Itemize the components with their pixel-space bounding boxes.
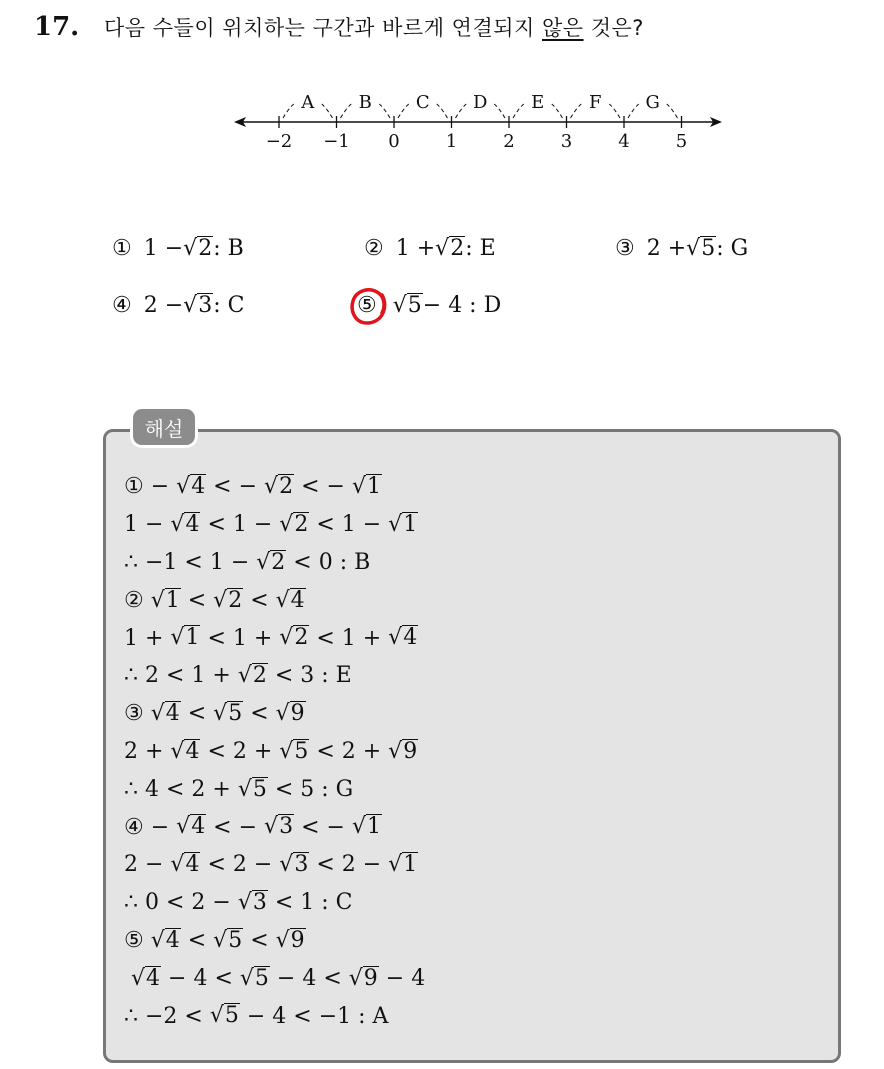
radical-sign: √ [176, 474, 191, 500]
interval-arc-right [667, 104, 678, 118]
choice-expression-suffix: : B [213, 236, 244, 262]
solution-line [124, 884, 425, 922]
solution-line [124, 619, 425, 657]
radical-sign: √ [279, 852, 294, 878]
radicand: 4 [146, 965, 161, 991]
solution-square-root [213, 588, 243, 613]
solution-text: < − [206, 814, 265, 840]
solution-line [124, 695, 425, 733]
radicand: 1 [366, 474, 381, 500]
solution-text: < 2 + [200, 738, 280, 764]
radical-sign: √ [237, 890, 252, 916]
interval-arc-right [552, 104, 563, 118]
question-text-underlined: 않은 [541, 16, 584, 40]
solution-text: < − [294, 814, 352, 840]
solution-square-root [388, 852, 418, 877]
solution-text: < 1 − [309, 512, 389, 538]
interval-arc-left [513, 104, 524, 118]
choice-expression-prefix: 2 + [646, 236, 687, 262]
question-text-before: 다음 수들이 위치하는 구간과 바르게 연결되지 [104, 16, 542, 40]
radicand: 4 [185, 852, 200, 878]
solution-square-root [170, 512, 200, 537]
solution-text: − 4 < −1 : A [239, 1003, 389, 1029]
radical-sign: √ [351, 474, 366, 500]
radical-sign: √ [237, 663, 252, 689]
solution-text: ∴ −1 < 1 − [124, 549, 257, 575]
radical-sign: √ [392, 293, 407, 318]
solution-square-root [279, 852, 309, 877]
interval-arc-right [379, 104, 390, 118]
choice-expression-suffix: : E [465, 236, 496, 262]
solution-text: ② [124, 587, 151, 613]
radical-sign: √ [388, 852, 403, 878]
radicand: 9 [363, 965, 378, 991]
interval-label: G [645, 92, 660, 113]
solution-text: ∴ 4 < 2 + [124, 776, 238, 802]
solution-square-root [170, 852, 200, 877]
solution-text: < 5 : G [267, 776, 354, 802]
radical-sign: √ [170, 625, 185, 651]
radical-sign: √ [275, 927, 290, 953]
radicand: 9 [290, 701, 305, 727]
radicand: 2 [450, 236, 465, 261]
solution-text: 1 + [124, 625, 171, 651]
solution-square-root [352, 474, 382, 499]
solution-text: < [243, 587, 276, 613]
radical-sign: √ [279, 512, 294, 538]
interval-arc-left [283, 104, 294, 118]
radicand: 3 [279, 814, 294, 840]
radicand: 3 [198, 293, 213, 318]
radicand: 1 [165, 587, 180, 613]
tick-label: 0 [388, 131, 400, 152]
choice-2[interactable] [364, 236, 496, 261]
tick-label: 5 [675, 131, 688, 152]
solution-line [124, 770, 425, 808]
radical-sign: √ [256, 549, 271, 575]
solution-text: < 1 − [200, 512, 280, 538]
radicand: 1 [366, 814, 381, 840]
choice-4[interactable] [112, 293, 244, 318]
radical-sign: √ [388, 625, 403, 651]
solution-text: < [243, 927, 276, 953]
radicand: 4 [191, 474, 206, 500]
radicand: 3 [294, 852, 309, 878]
radical-sign: √ [237, 776, 252, 802]
interval-arc-right [437, 104, 448, 118]
solution-square-root [213, 928, 243, 953]
radicand: 2 [294, 512, 309, 538]
interval-arc-right [494, 104, 505, 118]
choice-expression-prefix: 1 + [395, 236, 436, 262]
interval-arc-left [456, 104, 467, 118]
solution-text: ① − [124, 474, 177, 500]
solution-square-root [264, 474, 294, 499]
radicand: 5 [294, 738, 309, 764]
solution-text: ∴ 2 < 1 + [124, 663, 238, 689]
solution-square-root [151, 928, 181, 953]
solution-text: < − [206, 474, 265, 500]
radicand: 2 [198, 236, 213, 261]
tick-label: 1 [445, 131, 458, 152]
radicand: 2 [228, 587, 243, 613]
radicand: 5 [224, 1003, 239, 1029]
radicand: 5 [407, 293, 422, 318]
radical-sign: √ [150, 701, 165, 727]
solution-text: < − [294, 474, 352, 500]
solution-text: − 4 < [161, 965, 240, 991]
solution-square-root [256, 550, 286, 575]
number-line-diagram [230, 82, 730, 154]
radicand: 9 [290, 927, 305, 953]
solution-square-root [279, 625, 309, 650]
solution-square-root [131, 966, 161, 991]
solution-square-root [176, 474, 206, 499]
answer-circle-mark [346, 283, 392, 329]
choice-expression-suffix: : G [716, 236, 749, 262]
interval-label: B [358, 92, 372, 113]
radicand: 4 [185, 512, 200, 538]
solution-square-root [151, 588, 181, 613]
radical-sign: √ [213, 587, 228, 613]
choice-5[interactable] [357, 293, 501, 318]
choice-square-root [393, 293, 423, 318]
interval-arc-left [341, 104, 352, 118]
solution-line [124, 657, 425, 695]
tick-label: 3 [560, 131, 573, 152]
choice-number: ② [364, 236, 384, 262]
tick-label: 2 [503, 131, 515, 152]
solution-text: 2 + [124, 738, 171, 764]
solution-square-root [170, 625, 200, 650]
solution-text: ⑤ [124, 927, 151, 953]
solution-line [124, 581, 425, 619]
radical-sign: √ [150, 587, 165, 613]
radicand: 4 [191, 814, 206, 840]
solution-square-root [264, 814, 294, 839]
solution-text: < [180, 927, 214, 953]
solution-text [124, 966, 131, 991]
solution-text: < 1 + [309, 625, 389, 651]
solution-text: ④ − [124, 814, 177, 840]
tick-label: −2 [265, 131, 293, 152]
solution-square-root [210, 1003, 240, 1028]
solution-text: − 4 [378, 965, 426, 991]
choice-expression-prefix: 2 − [143, 293, 184, 319]
solution-text: < 2 − [309, 852, 389, 878]
radicand: 4 [185, 738, 200, 764]
radical-sign: √ [150, 927, 165, 953]
solution-square-root [279, 512, 309, 537]
radical-sign: √ [170, 512, 185, 538]
solution-square-root [352, 814, 382, 839]
solution-square-root [170, 739, 200, 764]
solution-square-root [388, 512, 418, 537]
radicand: 5 [701, 236, 716, 261]
solution-text: 2 − [124, 852, 171, 878]
interval-label: C [415, 92, 430, 113]
radical-sign: √ [213, 701, 228, 727]
solution-text: ∴ 0 < 2 − [124, 890, 238, 916]
choice-square-root [183, 293, 213, 318]
radical-sign: √ [209, 1003, 224, 1029]
radicand: 4 [403, 625, 418, 651]
solution-square-root [388, 739, 418, 764]
interval-arc-left [571, 104, 582, 118]
solution-square-root [349, 966, 379, 991]
radical-sign: √ [275, 701, 290, 727]
radical-sign: √ [176, 814, 191, 840]
interval-label: E [531, 92, 545, 113]
solution-square-root [238, 663, 268, 688]
solution-text: < [180, 701, 214, 727]
choice-expression-suffix: : C [213, 293, 245, 319]
radicand: 3 [252, 890, 267, 916]
solution-square-root [151, 701, 181, 726]
solution-text: < [243, 701, 276, 727]
solution-square-root [240, 966, 270, 991]
question-text [104, 12, 644, 42]
solution-square-root [276, 928, 306, 953]
radical-sign: √ [213, 927, 228, 953]
radical-sign: √ [275, 587, 290, 613]
radical-sign: √ [264, 814, 279, 840]
solution-line [124, 468, 425, 506]
radicand: 5 [254, 965, 269, 991]
solution-line [124, 997, 425, 1035]
radical-sign: √ [686, 236, 701, 261]
solution-text: < 0 : B [286, 549, 371, 575]
solution-square-root [176, 814, 206, 839]
solution-line [124, 506, 425, 544]
radicand: 2 [294, 625, 309, 651]
interval-arc-left [398, 104, 409, 118]
solution-square-root [279, 739, 309, 764]
radicand: 4 [290, 587, 305, 613]
solution-square-root [238, 890, 268, 915]
radical-sign: √ [435, 236, 450, 261]
radical-sign: √ [183, 293, 198, 318]
radical-sign: √ [131, 965, 146, 991]
radicand: 1 [403, 512, 418, 538]
interval-label: A [301, 92, 315, 113]
choice-square-root [435, 236, 465, 261]
solution-lines [124, 468, 425, 1035]
radicand: 2 [279, 474, 294, 500]
radicand: 5 [228, 927, 243, 953]
radical-sign: √ [351, 814, 366, 840]
radicand: 1 [185, 625, 200, 651]
radicand: 2 [252, 663, 267, 689]
solution-text: < 1 + [200, 625, 280, 651]
solution-line [124, 922, 425, 960]
choice-number: ③ [615, 236, 635, 262]
radical-sign: √ [183, 236, 198, 261]
interval-arc-right [609, 104, 620, 118]
solution-text: < 2 − [200, 852, 280, 878]
solution-square-root [213, 701, 243, 726]
solution-line [124, 733, 425, 771]
question-text-after: 것은? [583, 16, 644, 40]
radicand: 5 [252, 776, 267, 802]
radical-sign: √ [264, 474, 279, 500]
radical-sign: √ [279, 625, 294, 651]
radical-sign: √ [388, 512, 403, 538]
interval-arc-left [628, 104, 639, 118]
radical-sign: √ [388, 738, 403, 764]
radical-sign: √ [170, 738, 185, 764]
choice-expression-prefix: 1 − [143, 236, 184, 262]
question-header [34, 12, 644, 42]
solution-text: < 1 : C [267, 890, 353, 916]
tick-label: 4 [618, 131, 630, 152]
choice-square-root [686, 236, 716, 261]
radicand: 9 [403, 738, 418, 764]
interval-arc-right [322, 104, 333, 118]
explanation-tag: 해설 [130, 406, 198, 448]
interval-label: D [473, 92, 488, 113]
solution-text: < 3 : E [267, 663, 352, 689]
radicand: 2 [271, 549, 286, 575]
solution-text: < [180, 587, 214, 613]
solution-text: < 2 + [309, 738, 389, 764]
radicand: 4 [165, 927, 180, 953]
radicand: 5 [228, 701, 243, 727]
radical-sign: √ [170, 852, 185, 878]
solution-square-root [388, 625, 418, 650]
choice-3[interactable] [615, 236, 748, 261]
radical-sign: √ [348, 965, 363, 991]
radical-sign: √ [279, 738, 294, 764]
tick-label: −1 [323, 131, 350, 152]
solution-square-root [276, 701, 306, 726]
radicand: 4 [165, 701, 180, 727]
choice-number: ④ [112, 293, 132, 319]
solution-text: ∴ −2 < [124, 1003, 210, 1029]
solution-square-root [238, 777, 268, 802]
solution-line [124, 544, 425, 582]
solution-line [124, 808, 425, 846]
solution-text: ③ [124, 701, 151, 727]
solution-line [124, 959, 425, 997]
radical-sign: √ [239, 965, 254, 991]
choice-1[interactable] [112, 236, 244, 261]
choice-number: ⑤ [357, 293, 377, 318]
solution-line [124, 846, 425, 884]
choice-square-root [183, 236, 213, 261]
solution-text: − 4 < [269, 965, 349, 991]
solution-square-root [276, 588, 306, 613]
solution-text: 1 − [124, 512, 171, 538]
interval-label: F [589, 92, 602, 113]
question-number: 17. [34, 12, 80, 42]
choice-expression-suffix: − 4 : D [422, 293, 502, 319]
radicand: 1 [403, 852, 418, 878]
choice-number: ① [112, 236, 132, 262]
